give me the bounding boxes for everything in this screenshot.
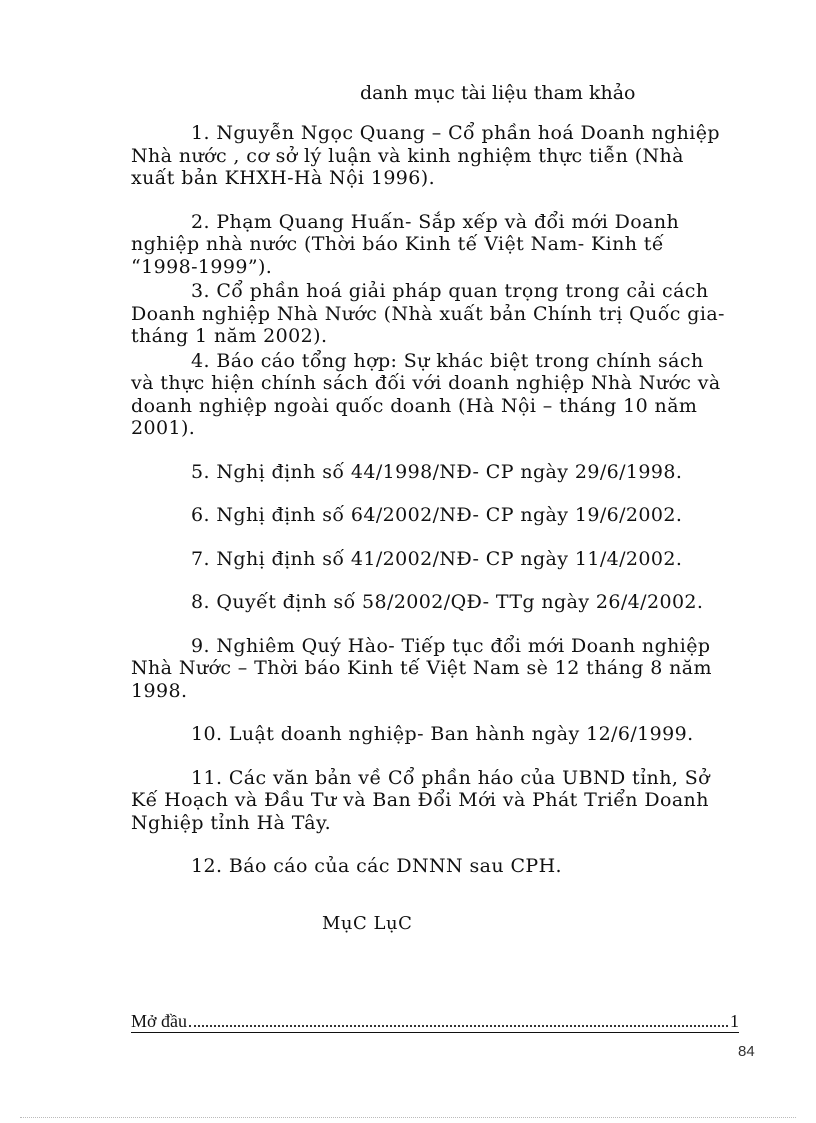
toc-entry-page: 1	[730, 1011, 739, 1031]
toc-entry[interactable]	[131, 1008, 739, 1033]
reference-item: 1. Nguyễn Ngọc Quang – Cổ phần hoá Doanh nghiệp Nhà nước , cơ sở lý luận và kinh nghiệm thực tiễn (Nhà xuất bản KHXH-Hà Nội 1996).	[131, 122, 720, 189]
reference-item: 3. Cổ phần hoá giải pháp quan trọng trong cải cách Doanh nghiệp Nhà Nước (Nhà xuất bản Chính trị Quốc gia- tháng 1 năm 2002).	[131, 280, 725, 347]
reference-item: 8. Quyết định số 58/2002/QĐ- TTg ngày 26/4/2002.	[191, 591, 704, 613]
reference-item: 4. Báo cáo tổng hợp: Sự khác biệt trong chính sách và thực hiện chính sách đối với doanh nghiệp Nhà Nước và doanh nghiệp ngoài quốc doanh (Hà Nội – tháng 10 năm 2001).	[131, 349, 721, 439]
reference-item: 5. Nghị định số 44/1998/NĐ- CP ngày 29/6/1998.	[191, 460, 683, 483]
toc-title: MụC LụC	[322, 913, 413, 934]
reference-item: 11. Các văn bản về Cổ phần háo của UBND tỉnh, Sở Kế Hoạch và Đầu Tư và Ban Đổi Mới và Phát Triển Doanh Nghiệp tỉnh Hà Tây.	[131, 766, 710, 834]
toc-entry-label[interactable]: Mở đầu	[131, 1011, 188, 1031]
page-number: 84	[738, 1043, 755, 1060]
toc-dot-leader	[189, 1025, 728, 1027]
reference-item: 10. Luật doanh nghiệp- Ban hành ngày 12/6/1999.	[191, 723, 694, 745]
references-title-text: danh mục tài liệu tham khảo	[360, 82, 636, 104]
reference-item: 6. Nghị định số 64/2002/NĐ- CP ngày 19/6/2002.	[191, 504, 683, 526]
reference-item: 9. Nghiêm Quý Hào- Tiếp tục đổi mới Doanh nghiệp Nhà Nước – Thời báo Kinh tế Việt Nam sè 12 tháng 8 năm 1998.	[131, 634, 712, 702]
page-bottom-divider	[20, 1117, 796, 1118]
reference-item: 2. Phạm Quang Huấn- Sắp xếp và đổi mới Doanh nghiệp nhà nước (Thời báo Kinh tế Việt Nam- Kinh tế “1998-1999”).	[131, 210, 680, 278]
reference-list	[131, 122, 727, 878]
reference-item: 12. Báo cáo của các DNNN sau CPH.	[191, 855, 562, 877]
reference-item: 7. Nghị định số 41/2002/NĐ- CP ngày 11/4/2002.	[191, 547, 683, 570]
